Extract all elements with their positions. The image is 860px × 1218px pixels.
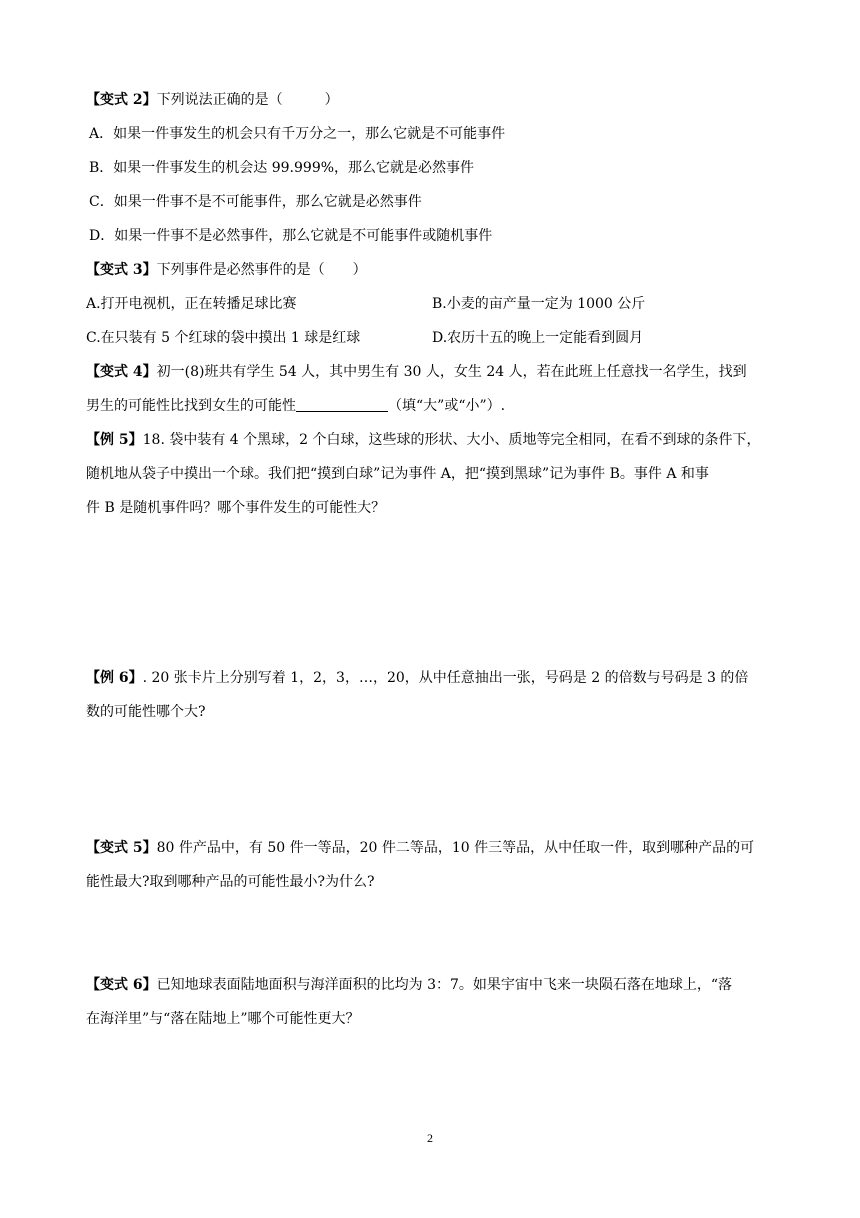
example-6 [86, 668, 748, 688]
answer-blank [296, 397, 388, 412]
question-text: 18. 袋中装有 4 个黑球，2 个白球，这些球的形状、大小、质地等完全相同，在看不到球的条件下， [142, 432, 761, 448]
question-text: 件 B 是随机事件吗？哪个事件发生的可能性大？ [86, 500, 386, 516]
question-variant-2 [86, 90, 339, 110]
option-a: A.打开电视机，正在转播足球比赛 [86, 296, 297, 312]
question-tag: 【变式 5】 [86, 840, 157, 856]
option-b: B.小麦的亩产量一定为 1000 公斤 [432, 296, 646, 312]
question-tag: 【例 5】 [86, 432, 143, 448]
question-text: 已知地球表面陆地面积与海洋面积的比均为 3：7。如果宇宙中飞来一块陨石落在地球上，“落 [156, 977, 733, 993]
option-d: D．如果一件事不是必然事件，那么它就是不可能事件或随机事件 [89, 228, 493, 244]
option-d: D.农历十五的晚上一定能看到圆月 [432, 330, 644, 346]
question-text: . 20 张卡片上分别写着 1，2，3，…，20，从中任意抽出一张，号码是 2 的倍数与号码是 3 的倍 [142, 670, 749, 686]
option-a: A．如果一件事发生的机会只有千万分之一，那么它就是不可能事件 [89, 126, 506, 142]
page-number: 2 [427, 1131, 433, 1145]
question-text: 男生的可能性比找到女生的可能性 [86, 398, 296, 414]
question-text: 在海洋里”与“落在陆地上”哪个可能性更大？ [86, 1011, 360, 1027]
question-tag: 【变式 4】 [86, 364, 157, 380]
question-text: 初一(8)班共有学生 54 人，其中男生有 30 人，女生 24 人，若在此班上任意找一名学生，找到 [156, 364, 747, 380]
question-text-line [86, 396, 505, 416]
question-stem: 下列说法正确的是（ ） [156, 92, 339, 108]
question-text: （填“大”或“小”）. [388, 398, 506, 414]
question-text: 数的可能性哪个大? [86, 704, 206, 720]
question-text: 随机地从袋子中摸出一个球。我们把“摸到白球”记为事件 A，把“摸到黑球”记为事件 B。事件 A 和事 [86, 466, 709, 482]
option-c: C．如果一件事不是不可能事件，那么它就是必然事件 [89, 194, 422, 210]
question-variant-6 [86, 975, 732, 995]
question-variant-4 [86, 362, 747, 382]
question-stem: 下列事件是必然事件的是（ ） [156, 262, 367, 278]
example-5 [86, 430, 761, 450]
question-variant-5 [86, 838, 754, 858]
question-tag: 【变式 2】 [86, 92, 157, 108]
option-c: C.在只装有 5 个红球的袋中摸出 1 球是红球 [86, 330, 361, 346]
question-tag: 【例 6】 [86, 670, 143, 686]
question-text: 能性最大?取到哪种产品的可能性最小?为什么? [86, 874, 375, 890]
question-variant-3 [86, 260, 367, 280]
question-tag: 【变式 6】 [86, 977, 157, 993]
question-text: 80 件产品中，有 50 件一等品，20 件二等品，10 件三等品，从中任取一件，取到哪种产品的可 [156, 840, 755, 856]
option-b: B．如果一件事发生的机会达 99.999%，那么它就是必然事件 [89, 160, 475, 176]
question-tag: 【变式 3】 [86, 262, 157, 278]
